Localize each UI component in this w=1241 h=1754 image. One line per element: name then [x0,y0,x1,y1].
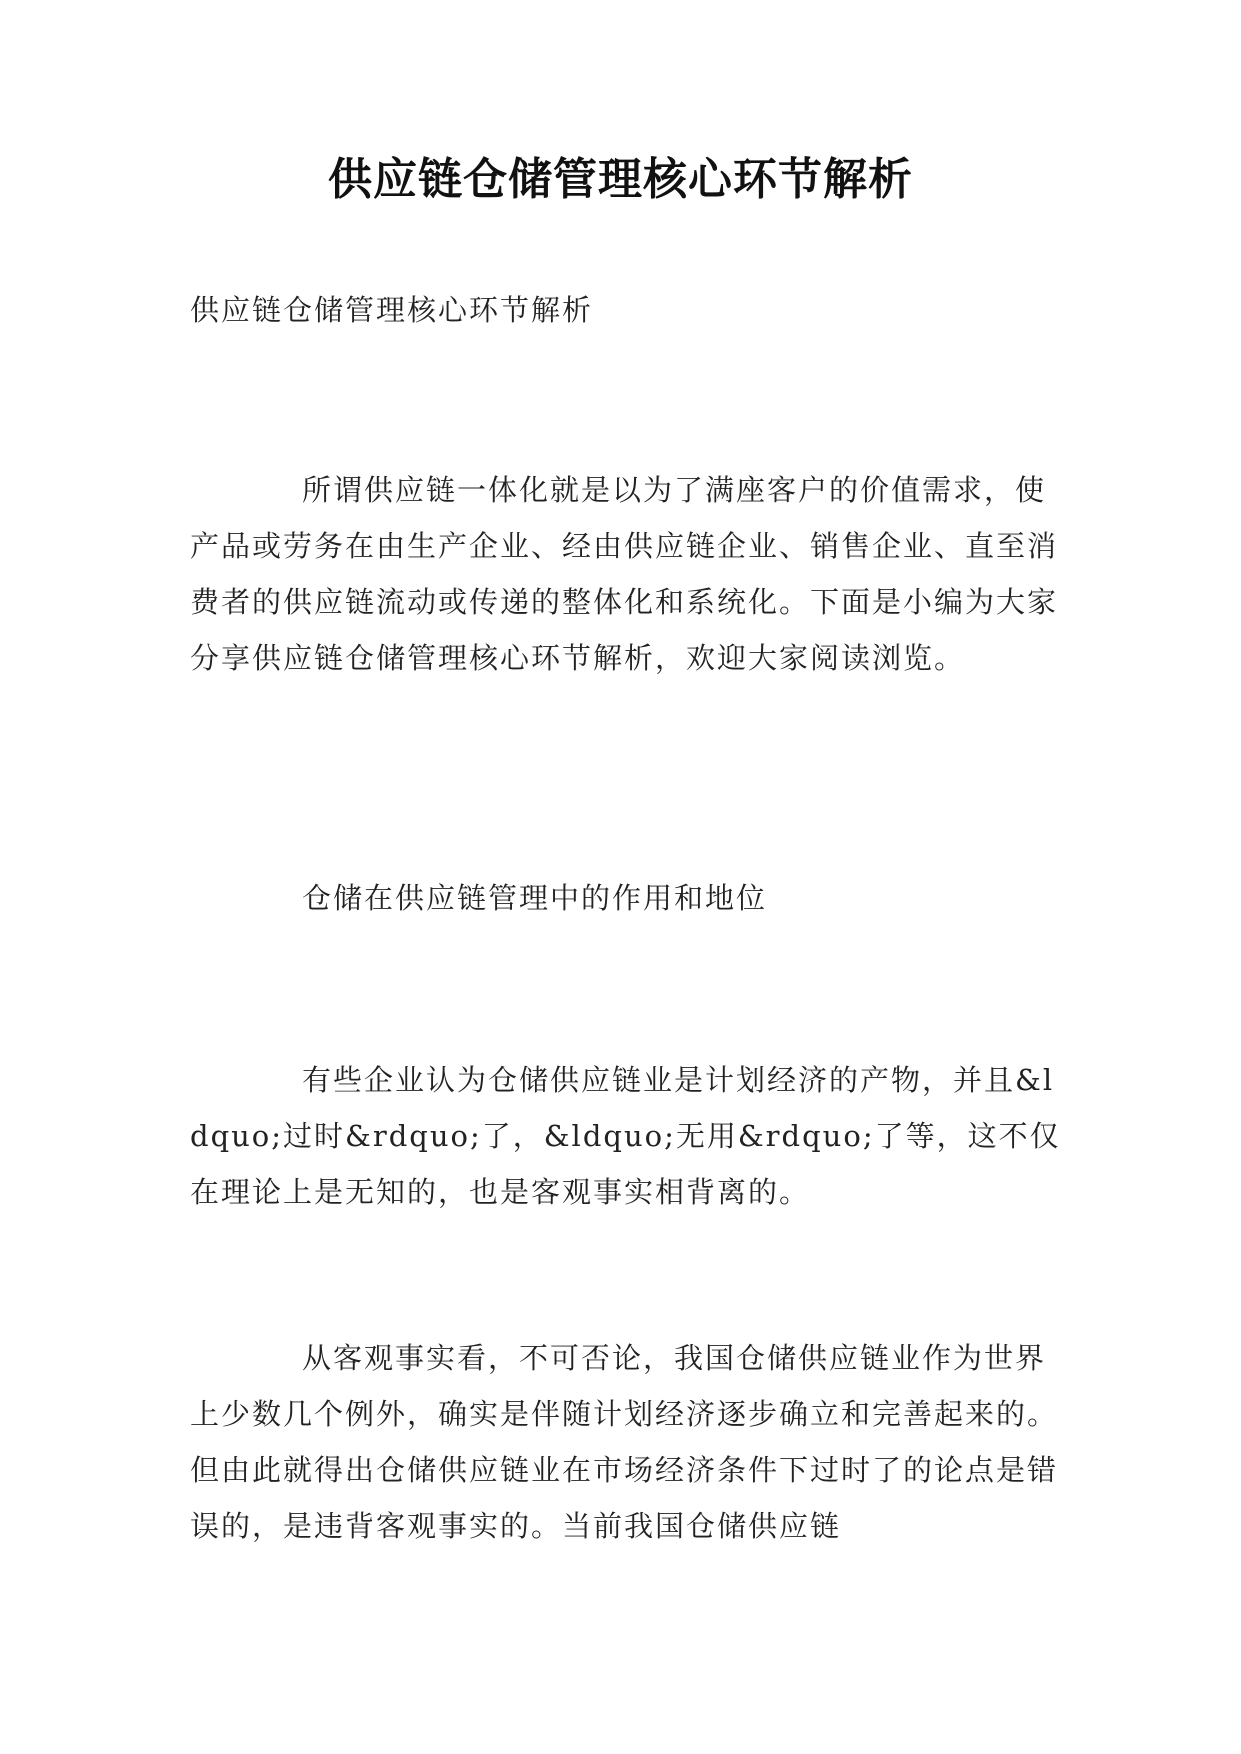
paragraph-body: 有些企业认为仓储供应链业是计划经济的产物，并且&ldquo;过时&rdquo;了，&ldquo;无用&rdquo;了等，这不仅在理论上是无知的，也是客观事实相背离的。 [190,1063,1061,1209]
section-heading: 仓储在供应链管理中的作用和地位 [302,881,768,915]
paragraph-intro: 所谓供应链一体化就是以为了满座客户的价值需求，使产品或劳务在由生产企业、经由供应链企业、销售企业、直至消费者的供应链流动或传递的整体化和系统化。下面是小编为大家分享供应链仓储管理核心环节解析，欢迎大家阅读浏览。 [190,473,1059,675]
document-subtitle: 供应链仓储管理核心环节解析 [190,293,594,327]
paragraph-body: 从客观事实看，不可否论，我国仓储供应链业作为世界上少数几个例外，确实是伴随计划经济逐步确立和完善起来的。但由此就得出仓储供应链业在市场经济条件下过时了的论点是错误的，是违背客观事实的。当前我国仓储供应链 [190,1341,1059,1543]
document-title: 供应链仓储管理核心环节解析 [328,154,913,205]
